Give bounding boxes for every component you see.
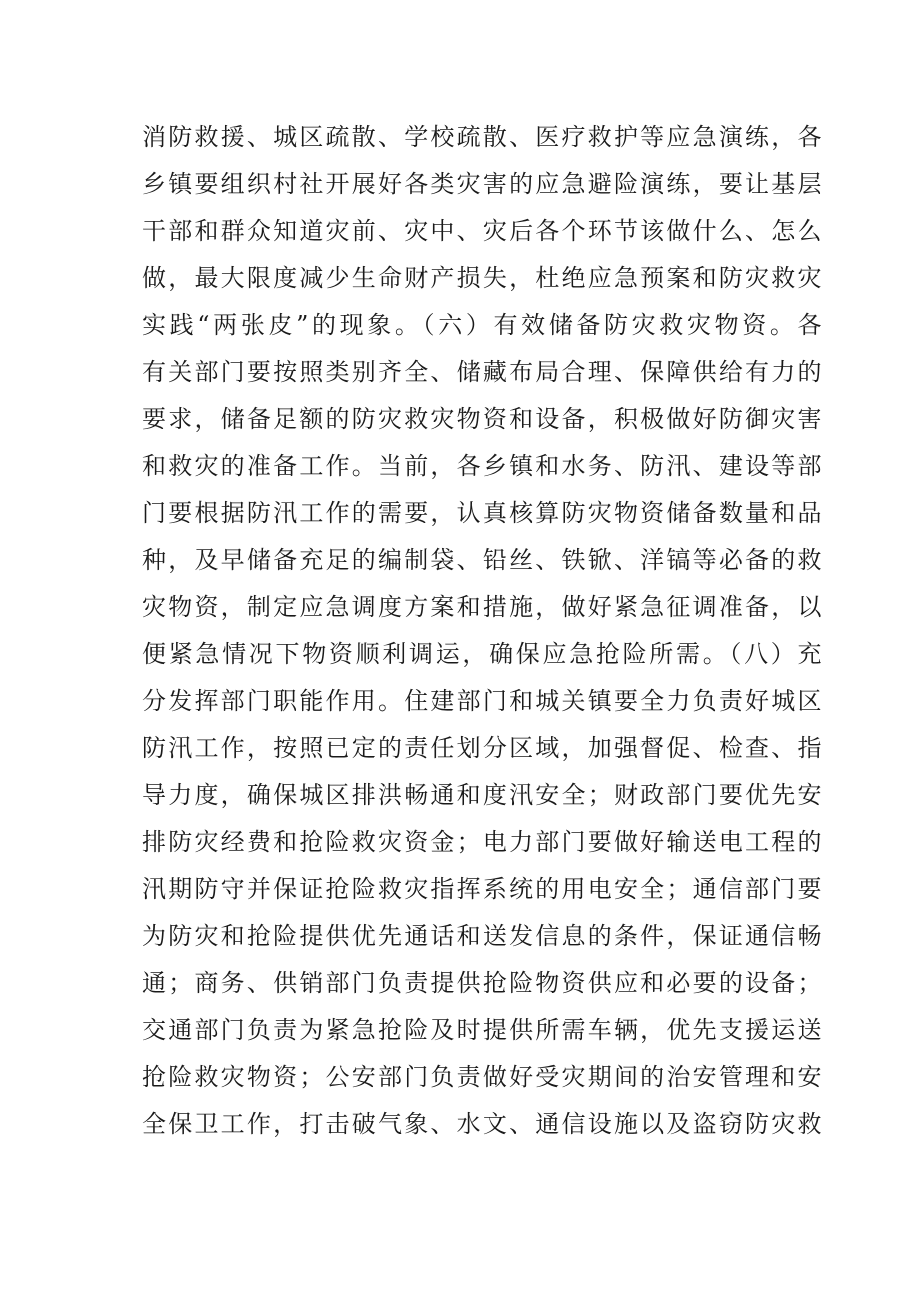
text-line: 导力度，确保城区排洪畅通和度汛安全；财政部门要优先安 [142, 781, 822, 809]
text-line: 消防救援、城区疏散、学校疏散、医疗救护等应急演练，各 [142, 123, 822, 151]
text-line: 乡镇要组织村社开展好各类灾害的应急避险演练，要让基层 [142, 170, 822, 198]
text-line: 防汛工作，按照已定的责任划分区域，加强督促、检查、指 [142, 734, 822, 762]
text-line: 门要根据防汛工作的需要，认真核算防灾物资储备数量和品 [142, 499, 822, 527]
text-line: 汛期防守并保证抢险救灾指挥系统的用电安全；通信部门要 [142, 875, 822, 903]
text-line: 实践“两张皮”的现象。（六）有效储备防灾救灾物资。各 [142, 311, 822, 339]
text-line: 便紧急情况下物资顺利调运，确保应急抢险所需。（八）充 [142, 640, 822, 668]
text-line: 全保卫工作，打击破气象、水文、通信设施以及盗窃防灾救 [142, 1110, 822, 1138]
text-line: 抢险救灾物资；公安部门负责做好受灾期间的治安管理和安 [142, 1063, 822, 1091]
text-line: 交通部门负责为紧急抢险及时提供所需车辆，优先支援运送 [142, 1016, 822, 1044]
text-line: 排防灾经费和抢险救灾资金；电力部门要做好输送电工程的 [142, 828, 822, 856]
text-line: 和救灾的准备工作。当前，各乡镇和水务、防汛、建设等部 [142, 452, 822, 480]
text-line: 灾物资，制定应急调度方案和措施，做好紧急征调准备，以 [142, 593, 822, 621]
body-text [142, 114, 822, 1148]
text-line: 为防灾和抢险提供优先通话和送发信息的条件，保证通信畅 [142, 922, 822, 950]
text-line: 要求，储备足额的防灾救灾物资和设备，积极做好防御灾害 [142, 405, 822, 433]
text-line: 种，及早储备充足的编制袋、铅丝、铁锨、洋镐等必备的救 [142, 546, 822, 574]
text-line: 分发挥部门职能作用。住建部门和城关镇要全力负责好城区 [142, 687, 822, 715]
text-line: 干部和群众知道灾前、灾中、灾后各个环节该做什么、怎么 [142, 217, 822, 245]
text-line: 做，最大限度减少生命财产损失，杜绝应急预案和防灾救灾 [142, 264, 822, 292]
text-line: 有关部门要按照类别齐全、储藏布局合理、保障供给有力的 [142, 358, 822, 386]
text-line: 通；商务、供销部门负责提供抢险物资供应和必要的设备； [142, 969, 822, 997]
